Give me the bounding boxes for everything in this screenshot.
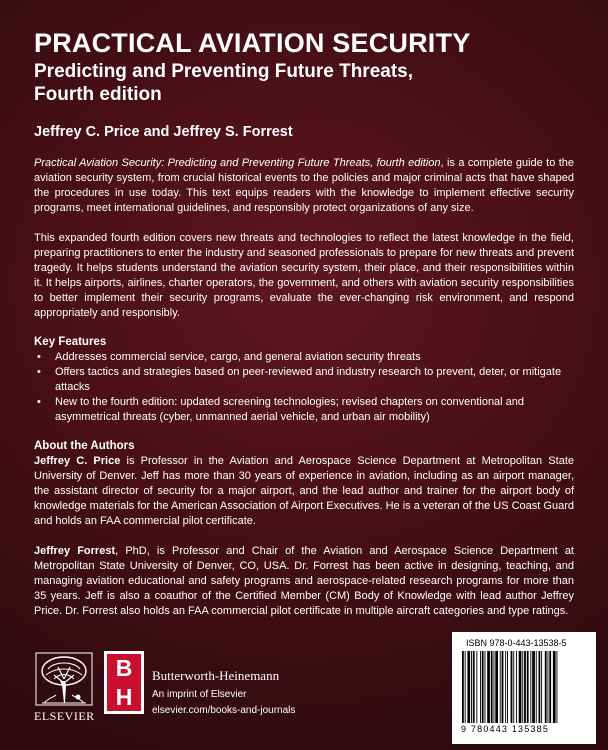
publisher-name: Butterworth-Heinemann — [152, 668, 280, 683]
author-1-name: Jeffrey C. Price — [34, 455, 121, 467]
about-authors-heading: About the Authors — [34, 440, 135, 452]
bh-logo-letter-h: H — [115, 683, 133, 710]
description-book-title: Practical Aviation Security: Predicting and Preventing Future Threats, fourth edition — [34, 157, 441, 169]
author-2-bio — [34, 544, 574, 619]
publisher-imprint: An imprint of Elsevier — [152, 689, 247, 700]
key-features-list — [34, 350, 574, 425]
barcode-digits: 9 780443 135385 — [461, 724, 550, 734]
barcode-icon — [460, 651, 588, 723]
isbn-barcode — [452, 632, 596, 744]
book-authors: Jeffrey C. Price and Jeffrey S. Forrest — [34, 124, 293, 140]
publisher-info — [152, 668, 295, 718]
description-paragraph-1 — [34, 156, 574, 216]
key-feature-item: • Offers tactics and strategies based on peer-reviewed and industry research to prevent, deter, or mitigate attacks — [34, 365, 574, 395]
butterworth-heinemann-logo — [104, 651, 144, 714]
elsevier-tree-icon — [34, 651, 94, 707]
book-edition: Fourth edition — [34, 84, 162, 105]
elsevier-logo — [34, 651, 94, 724]
key-feature-item: • Addresses commercial service, cargo, and general aviation security threats — [34, 350, 574, 365]
author-2-name: Jeffrey Forrest — [34, 545, 116, 557]
description-paragraph-2: This expanded fourth edition covers new threats and technologies to reflect the latest knowledge in the field, preparing practitioners to enter the industry and seasoned professionals to prepare for new threats and prevent tragedy. It helps students understand the aviation security system, their place, and their responsibilities within it. It helps airports, airlines, charter operators, the government, and others with aviation security responsibilities to better implement their security programs, evaluate the ever-changing risk environment, and respond appropriately and responsibly. — [34, 232, 574, 319]
isbn-text: ISBN 978-0-443-13538-5 — [466, 638, 567, 648]
book-title: PRACTICAL AVIATION SECURITY — [34, 28, 471, 58]
author-2-bio-text: , PhD, is Professor and Chair of the Aviation and Aerospace Science Department at Metropolitan State University of Denver, CO, USA. Dr. Forrest has been active in designing, teaching, and managing aviation educational and safety programs and aerospace-related research programs for more than 35 years. Jeff is also a coauthor of the Certified Member (CM) Body of Knowledge with lead author Jeffrey Price. Dr. Forrest also holds an FAA commercial pilot certificate in multiple aircraft categories and type ratings. — [34, 545, 574, 617]
book-subtitle: Predicting and Preventing Future Threats, — [34, 61, 414, 82]
cover-footer — [0, 624, 608, 750]
elsevier-wordmark: ELSEVIER — [34, 709, 95, 723]
key-features-heading: Key Features — [34, 336, 107, 348]
description-text-1: , is a complete guide to the aviation security system, from crucial historical events to the policies and major criminal acts that have shaped the procedures in use today. This text equips readers with the knowledge to implement effective security programs, meet international guidelines, and responsibly protect organizations of any size. — [34, 157, 575, 214]
publisher-url: elsevier.com/books-and-journals — [152, 705, 296, 716]
author-1-bio — [34, 454, 574, 529]
key-feature-item: • New to the fourth edition: updated screening technologies; revised chapters on conventional and asymmetrical threats (cyber, unmanned aerial vehicle, and urban air mobility) — [34, 395, 574, 425]
bh-logo-letter-b: B — [115, 655, 133, 682]
author-1-bio-text: is Professor in the Aviation and Aerospace Science Department at Metropolitan State University of Denver. Jeff has more than 30 years of experience in aviation, including as an airport manager, the assistant director of security for a major airport, and the lead author and trainer for the airport body of knowledge materials for the American Association of Airport Executives. He is a veteran of the US Coast Guard and holds an FAA commercial pilot certificate. — [34, 455, 574, 527]
